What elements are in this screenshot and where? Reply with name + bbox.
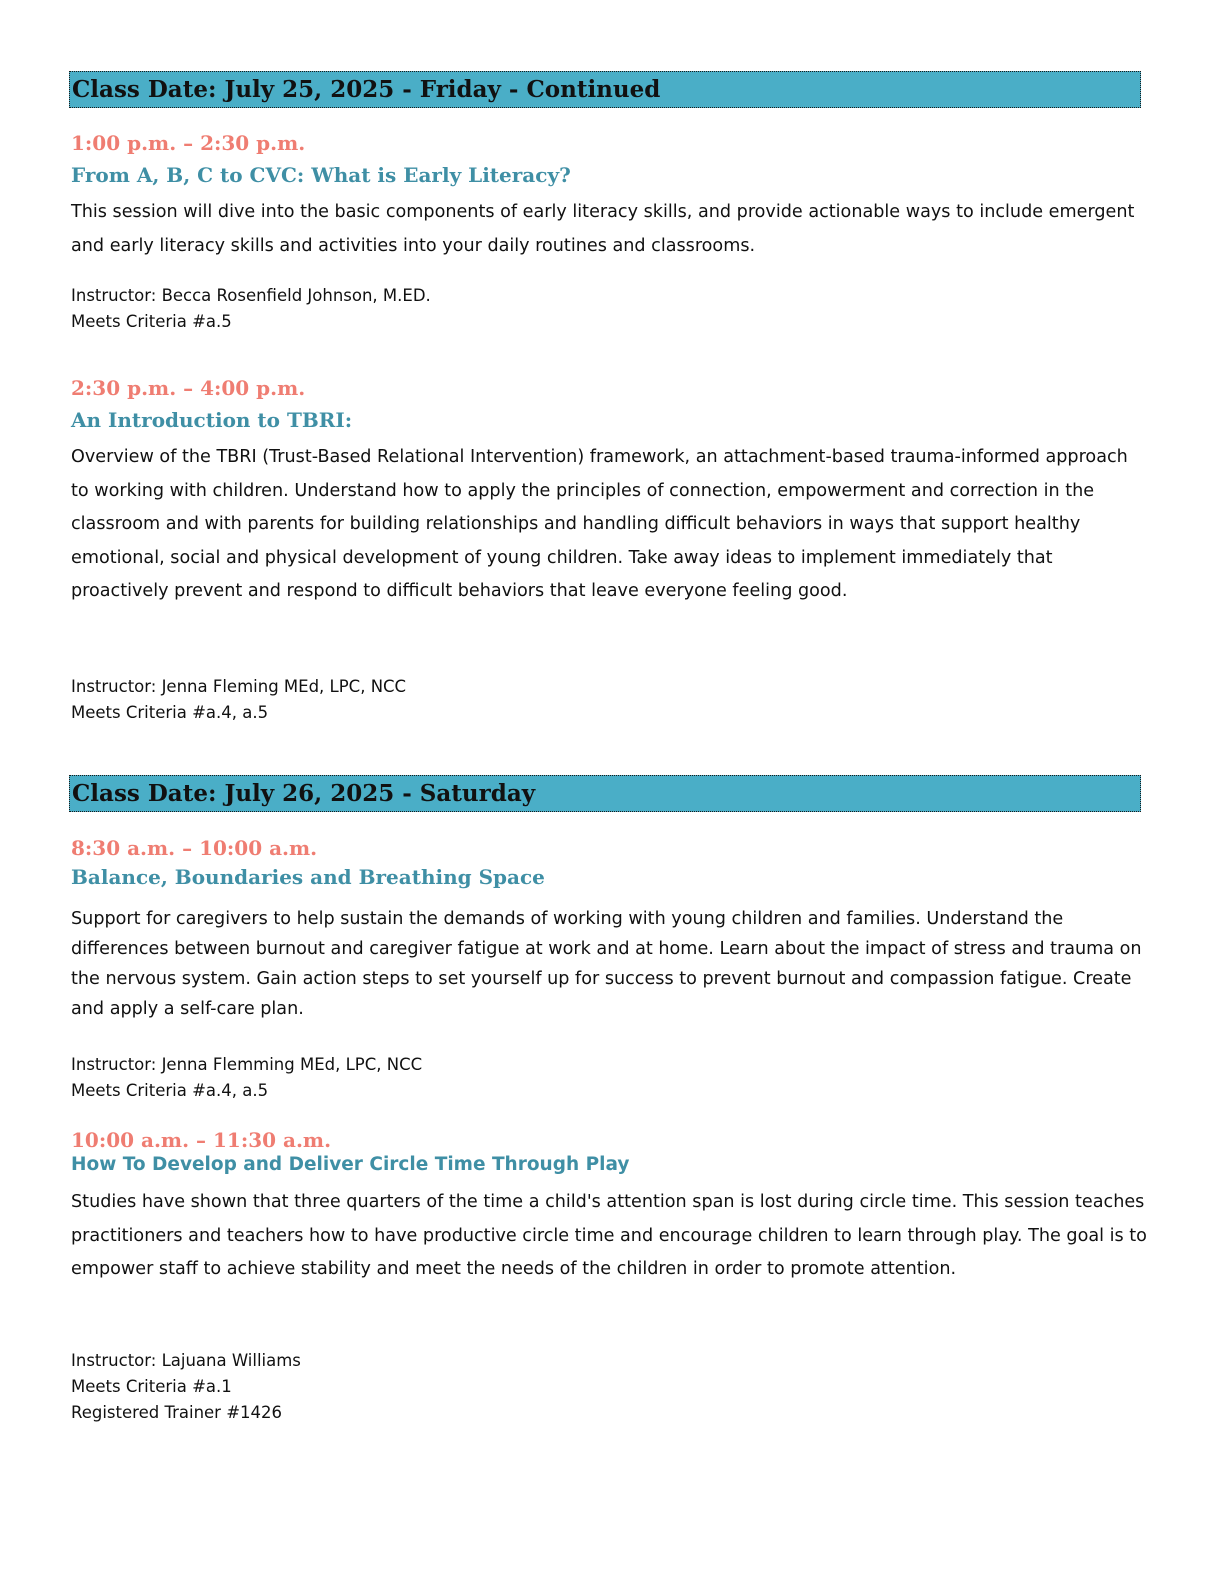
date-header-july-25: Class Date: July 25, 2025 - Friday - Continued bbox=[69, 71, 1141, 108]
session-time: 2:30 p.m. – 4:00 p.m. bbox=[71, 376, 306, 400]
session-description: Support for caregivers to help sustain the demands of working with young children and families. Understand the differences between burnout and caregiver fatigue at work and at home. Learn about the impact of stress and trauma on the nervous system. Gain action steps to set yourself up for success to prevent burnout and compassion fatigue. Create and apply a self-care plan. bbox=[71, 909, 1142, 1019]
session-title: From A, B, C to CVC: What is Early Literacy? bbox=[71, 163, 571, 187]
session-meta bbox=[71, 1052, 422, 1104]
session-instructor: Instructor: Becca Rosenfield Johnson, M.ED. bbox=[71, 286, 431, 305]
session-meta bbox=[71, 283, 431, 335]
session-instructor: Instructor: Jenna Fleming MEd, LPC, NCC bbox=[71, 677, 407, 696]
session-instructor: Instructor: Jenna Flemming MEd, LPC, NCC bbox=[71, 1055, 423, 1074]
session-description: Overview of the TBRI (Trust-Based Relational Intervention) framework, an attachment-based trauma-informed approach to working with children. Understand how to apply the principles of connection, empowerment and correction in the classroom and with parents for building relationships and handling difficult behaviors in ways that support healthy emotional, social and physical development of young children. Take away ideas to implement immediately that proactively prevent and respond to difficult behaviors that leave everyone feeling good. bbox=[71, 447, 1128, 601]
session-time: 8:30 a.m. – 10:00 a.m. bbox=[71, 836, 318, 860]
session-trainer: Registered Trainer #1426 bbox=[71, 1403, 283, 1422]
session-time: 1:00 p.m. – 2:30 p.m. bbox=[71, 131, 306, 155]
session-meta bbox=[71, 1348, 301, 1426]
session-description: This session will dive into the basic components of early literacy skills, and provide actionable ways to include emergent and early literacy skills and activities into your daily routines and classrooms. bbox=[71, 202, 1135, 256]
session-time: 10:00 a.m. – 11:30 a.m. bbox=[71, 1128, 332, 1152]
session-criteria: Meets Criteria #a.4, a.5 bbox=[71, 703, 269, 722]
session-title: How To Develop and Deliver Circle Time Through Play bbox=[71, 1154, 630, 1175]
session-instructor: Instructor: Lajuana Williams bbox=[71, 1351, 301, 1370]
date-header-july-26: Class Date: July 26, 2025 - Saturday bbox=[69, 775, 1141, 812]
session-title: Balance, Boundaries and Breathing Space bbox=[71, 865, 545, 889]
session-description: Studies have shown that three quarters of the time a child's attention span is lost during circle time. This session teaches practitioners and teachers how to have productive circle time and encourage children to learn through play. The goal is to empower staff to achieve stability and meet the needs of the children in order to promote attention. bbox=[71, 1192, 1147, 1279]
session-criteria: Meets Criteria #a.4, a.5 bbox=[71, 1081, 269, 1100]
session-meta bbox=[71, 674, 406, 726]
session-criteria: Meets Criteria #a.5 bbox=[71, 312, 232, 331]
session-criteria: Meets Criteria #a.1 bbox=[71, 1377, 232, 1396]
session-title: An Introduction to TBRI: bbox=[71, 408, 353, 432]
